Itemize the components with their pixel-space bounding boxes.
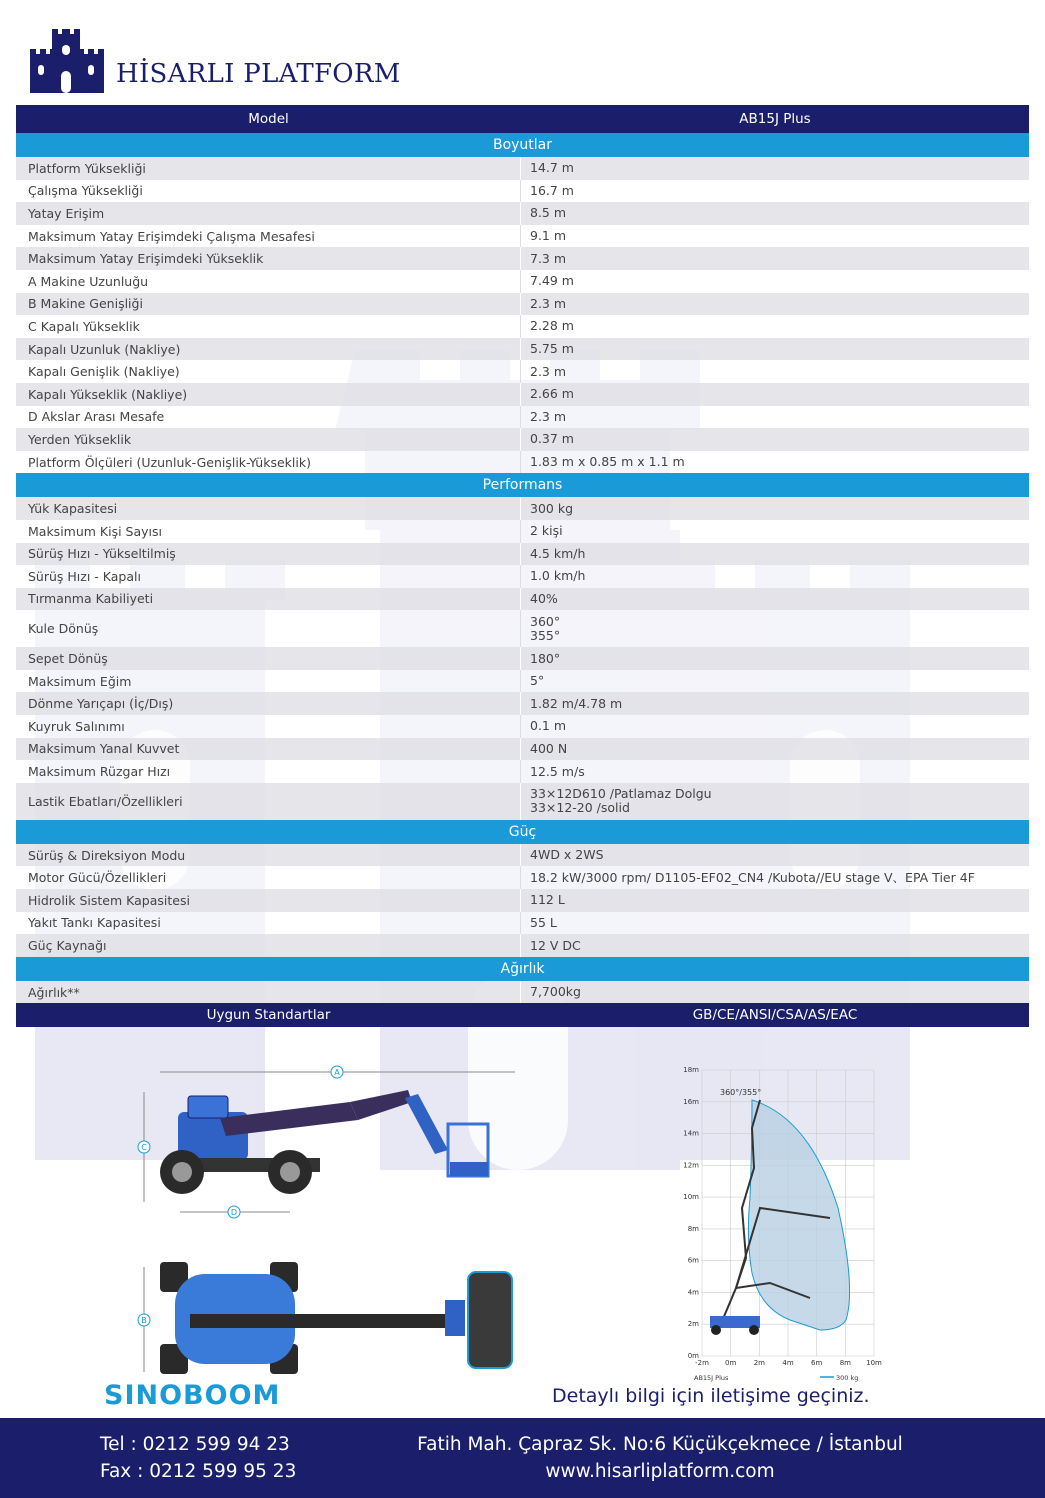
- spec-value: [521, 383, 1029, 406]
- spec-value-line: 2.28 m: [530, 318, 574, 334]
- spec-value: [521, 315, 1029, 338]
- working-envelope: [748, 1100, 849, 1330]
- spec-label: Yük Kapasitesi: [16, 497, 521, 520]
- spec-value-line: 112 L: [530, 892, 565, 908]
- spec-value-line: 12 V DC: [530, 937, 581, 953]
- spec-value: [521, 157, 1029, 180]
- spec-value: [521, 428, 1029, 451]
- spec-value: [521, 406, 1029, 429]
- x-tick-label: 6m: [811, 1359, 823, 1367]
- footer-tel: Tel : 0212 599 94 23: [100, 1434, 290, 1455]
- spec-label: Platform Ölçüleri (Uzunluk-Genişlik-Yükseklik): [16, 451, 521, 474]
- sinoboom-logo: SINOBOOM: [104, 1380, 281, 1411]
- standards-row: [16, 1003, 1029, 1027]
- spec-table: [16, 105, 1029, 1027]
- footer-address: Fatih Mah. Çapraz Sk. No:6 Küçükçekmece / İstanbul: [417, 1434, 903, 1455]
- dim-c-label: C: [141, 1143, 147, 1152]
- spec-row: [16, 912, 1029, 935]
- spec-value: [521, 520, 1029, 543]
- spec-row: [16, 760, 1029, 783]
- spec-value-line: 2.3 m: [530, 363, 567, 379]
- spec-label: Yerden Yükseklik: [16, 428, 521, 451]
- spec-value-line: 55 L: [530, 914, 557, 930]
- chart-legend-label: 300 kg: [836, 1374, 859, 1382]
- spec-value: [521, 934, 1029, 957]
- spec-row: [16, 844, 1029, 867]
- spec-row: [16, 738, 1029, 761]
- spec-label: B Makine Genişliği: [16, 293, 521, 316]
- spec-label: Yakıt Tankı Kapasitesi: [16, 912, 521, 935]
- spec-label: A Makine Uzunluğu: [16, 270, 521, 293]
- spec-value: [521, 647, 1029, 670]
- spec-value: [521, 497, 1029, 520]
- spec-row: [16, 934, 1029, 957]
- spec-value: [521, 247, 1029, 270]
- spec-value-line: 7,700kg: [530, 984, 581, 1000]
- spec-value-line: 300 kg: [530, 500, 574, 516]
- spec-value-line: 9.1 m: [530, 228, 567, 244]
- spec-value: [521, 225, 1029, 248]
- spec-row: [16, 981, 1029, 1004]
- y-tick-label: 2m: [687, 1320, 699, 1329]
- dim-a-label: A: [334, 1068, 340, 1077]
- y-tick-label: 18m: [683, 1066, 699, 1074]
- y-tick-label: 14m: [683, 1129, 699, 1138]
- y-tick-label: 12m: [683, 1161, 699, 1170]
- model-label: Model: [248, 111, 289, 127]
- spec-row: [16, 692, 1029, 715]
- y-tick-label: 10m: [683, 1193, 699, 1202]
- spec-value: [521, 981, 1029, 1004]
- spec-label: Maksimum Yanal Kuvvet: [16, 738, 521, 761]
- spec-row: [16, 293, 1029, 316]
- spec-label: Maksimum Rüzgar Hızı: [16, 760, 521, 783]
- working-range-chart: [660, 1058, 890, 1388]
- spec-label: Sürüş Hızı - Yükseltilmiş: [16, 543, 521, 566]
- machine-base: [710, 1316, 760, 1335]
- spec-label: Ağırlık**: [16, 981, 521, 1004]
- spec-value-line: 12.5 m/s: [530, 763, 585, 779]
- top-view: [138, 1262, 512, 1374]
- spec-value-line: 14.7 m: [530, 160, 574, 176]
- spec-row: [16, 315, 1029, 338]
- section-header: Boyutlar: [16, 133, 1029, 157]
- spec-value: [521, 338, 1029, 361]
- spec-value: [521, 670, 1029, 693]
- spec-label: Platform Yüksekliği: [16, 157, 521, 180]
- spec-label: Sepet Dönüş: [16, 647, 521, 670]
- spec-value: [521, 692, 1029, 715]
- dim-d-label: D: [230, 1208, 238, 1217]
- spec-value-line: 0.37 m: [530, 431, 574, 447]
- spec-value-line: 180°: [530, 650, 561, 666]
- spec-label: Tırmanma Kabiliyeti: [16, 588, 521, 611]
- spec-value: [521, 889, 1029, 912]
- spec-row: [16, 202, 1029, 225]
- spec-value-line: 4WD x 2WS: [530, 847, 604, 863]
- spec-value: [521, 715, 1029, 738]
- spec-label: Dönme Yarıçapı (İç/Dış): [16, 692, 521, 715]
- rotation-label: 360°/355°: [720, 1088, 762, 1097]
- dim-b-label: B: [141, 1316, 147, 1325]
- spec-row: [16, 647, 1029, 670]
- spec-value-line: 360°: [530, 613, 561, 629]
- spec-value: [521, 866, 1029, 889]
- spec-value-line: 4.5 km/h: [530, 545, 586, 561]
- spec-row: [16, 866, 1029, 889]
- spec-value: [521, 451, 1029, 474]
- spec-value-line: 400 N: [530, 740, 568, 756]
- spec-row: [16, 180, 1029, 203]
- spec-row: [16, 225, 1029, 248]
- model-header-row: [16, 105, 1029, 133]
- spec-row: [16, 543, 1029, 566]
- spec-row: [16, 497, 1029, 520]
- header: [28, 26, 401, 94]
- spec-label: Lastik Ebatları/Özellikleri: [16, 783, 521, 820]
- spec-label: Kapalı Genişlik (Nakliye): [16, 360, 521, 383]
- spec-row: [16, 406, 1029, 429]
- spec-label: Çalışma Yüksekliği: [16, 180, 521, 203]
- spec-value: [521, 202, 1029, 225]
- y-tick-label: 4m: [687, 1288, 699, 1297]
- spec-value-line: 2.3 m: [530, 408, 567, 424]
- spec-label: Kuyruk Salınımı: [16, 715, 521, 738]
- spec-row: [16, 889, 1029, 912]
- footer: [0, 1418, 1045, 1498]
- spec-value: [521, 360, 1029, 383]
- standards-value: GB/CE/ANSI/CSA/AS/EAC: [692, 1007, 858, 1024]
- spec-value-line: 5°: [530, 673, 545, 689]
- castle-logo-icon: [28, 27, 106, 93]
- spec-value-line: 2.3 m: [530, 295, 567, 311]
- spec-value-line: 7.3 m: [530, 250, 567, 266]
- spec-label: Maksimum Kişi Sayısı: [16, 520, 521, 543]
- spec-value-line: 16.7 m: [530, 182, 574, 198]
- spec-label: Yatay Erişim: [16, 202, 521, 225]
- spec-label: Güç Kaynağı: [16, 934, 521, 957]
- spec-row: [16, 565, 1029, 588]
- spec-value: [521, 543, 1029, 566]
- x-tick-label: 0m: [725, 1359, 737, 1367]
- y-tick-label: 16m: [683, 1097, 699, 1106]
- y-tick-label: 8m: [687, 1224, 699, 1233]
- spec-label: Maksimum Eğim: [16, 670, 521, 693]
- spec-label: Kapalı Uzunluk (Nakliye): [16, 338, 521, 361]
- section-header: Performans: [16, 473, 1029, 497]
- spec-row: [16, 360, 1029, 383]
- x-tick-label: 8m: [839, 1359, 851, 1367]
- spec-row: [16, 247, 1029, 270]
- brand-name: HİSARLI PLATFORM: [116, 59, 401, 89]
- footer-website[interactable]: www.hisarliplatform.com: [545, 1461, 775, 1482]
- spec-row: [16, 338, 1029, 361]
- spec-row: [16, 783, 1029, 820]
- spec-value-line: 18.2 kW/3000 rpm/ D1105-EF02_CN4 /Kubota//EU stage V、EPA Tier 4F: [530, 869, 975, 885]
- side-view: [138, 1066, 515, 1218]
- section-header: Güç: [16, 820, 1029, 844]
- spec-label: C Kapalı Yükseklik: [16, 315, 521, 338]
- spec-value-line: 8.5 m: [530, 205, 567, 221]
- spec-value: [521, 912, 1029, 935]
- spec-label: Kapalı Yükseklik (Nakliye): [16, 383, 521, 406]
- spec-value-line: 5.75 m: [530, 341, 574, 357]
- spec-value-line: 1.83 m x 0.85 m x 1.1 m: [530, 454, 685, 470]
- contact-note: Detaylı bilgi için iletişime geçiniz.: [552, 1385, 870, 1407]
- spec-row: [16, 520, 1029, 543]
- spec-value-line: 0.1 m: [530, 718, 567, 734]
- model-value: AB15J Plus: [739, 111, 811, 127]
- standards-label: Uygun Standartlar: [206, 1007, 331, 1024]
- spec-row: [16, 451, 1029, 474]
- spec-row: [16, 670, 1029, 693]
- spec-label: Hidrolik Sistem Kapasitesi: [16, 889, 521, 912]
- spec-value: [521, 565, 1029, 588]
- spec-value-line: 2.66 m: [530, 386, 574, 402]
- machine-diagram: [130, 1062, 530, 1382]
- spec-value-line: 1.0 km/h: [530, 568, 586, 584]
- spec-value: [521, 180, 1029, 203]
- spec-row: [16, 588, 1029, 611]
- y-tick-label: 0m: [687, 1352, 699, 1360]
- spec-sections: [16, 133, 1029, 1003]
- spec-value: [521, 738, 1029, 761]
- spec-label: Sürüş Hızı - Kapalı: [16, 565, 521, 588]
- spec-label: Kule Dönüş: [16, 610, 521, 647]
- spec-row: [16, 715, 1029, 738]
- spec-row: [16, 610, 1029, 647]
- spec-value-line: 7.49 m: [530, 273, 574, 289]
- spec-label: Motor Gücü/Özellikleri: [16, 866, 521, 889]
- spec-value-line: 40%: [530, 590, 558, 606]
- spec-label: D Akslar Arası Mesafe: [16, 406, 521, 429]
- y-tick-label: 6m: [687, 1256, 699, 1265]
- spec-row: [16, 383, 1029, 406]
- spec-value-line: 1.82 m/4.78 m: [530, 695, 623, 711]
- spec-value: [521, 783, 1029, 820]
- spec-label: Maksimum Yatay Erişimdeki Çalışma Mesafesi: [16, 225, 521, 248]
- spec-value-line: 33×12D610 /Patlamaz Dolgu: [530, 786, 712, 802]
- x-tick-label: -2m: [695, 1359, 709, 1367]
- spec-value: [521, 293, 1029, 316]
- spec-value: [521, 270, 1029, 293]
- spec-value: [521, 760, 1029, 783]
- chart-model-label: AB15J Plus: [694, 1374, 729, 1382]
- footer-fax: Fax : 0212 599 95 23: [100, 1461, 297, 1482]
- spec-row: [16, 270, 1029, 293]
- x-tick-label: 10m: [866, 1359, 882, 1367]
- spec-value: [521, 610, 1029, 647]
- spec-label: Maksimum Yatay Erişimdeki Yükseklik: [16, 247, 521, 270]
- spec-value-line: 2 kişi: [530, 523, 563, 539]
- spec-value-line: 33×12-20 /solid: [530, 800, 630, 816]
- spec-value: [521, 588, 1029, 611]
- spec-row: [16, 157, 1029, 180]
- spec-label: Sürüş & Direksiyon Modu: [16, 844, 521, 867]
- spec-value: [521, 844, 1029, 867]
- x-tick-label: 4m: [782, 1359, 794, 1367]
- spec-value-line: 355°: [530, 627, 561, 643]
- section-header: Ağırlık: [16, 957, 1029, 981]
- x-tick-label: 2m: [753, 1359, 765, 1367]
- spec-row: [16, 428, 1029, 451]
